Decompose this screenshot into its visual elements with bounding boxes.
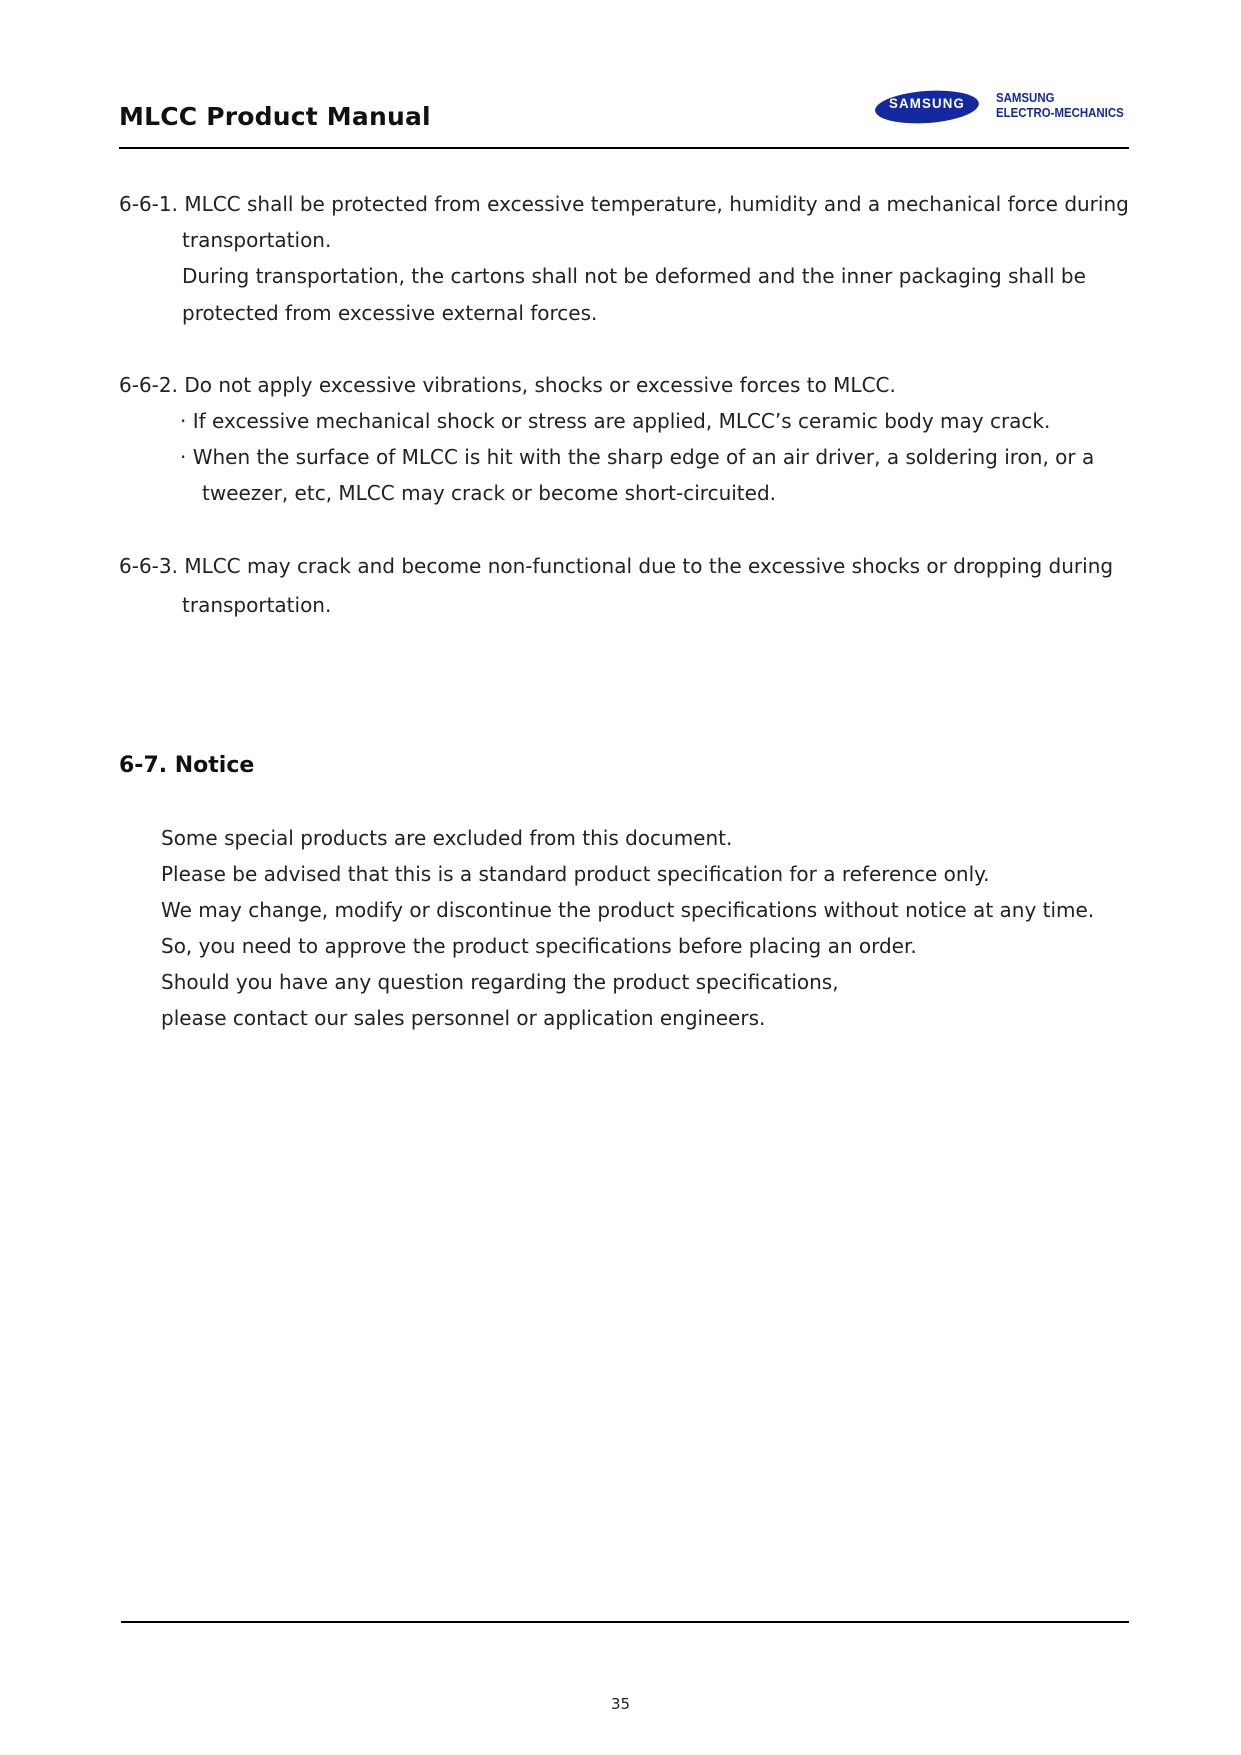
paragraph-line: transportation. xyxy=(182,228,332,252)
notice-heading: 6-7. Notice xyxy=(119,753,255,778)
bullet-item: · If excessive mechanical shock or stress are applied, MLCC’s ceramic body may crack. xyxy=(180,409,1051,433)
notice-line: Some special products are excluded from this document. xyxy=(161,826,733,850)
logo-company-name xyxy=(996,90,1124,120)
paragraph-line: During transportation, the cartons shall not be deformed and the inner packaging shall be xyxy=(182,264,1086,288)
paragraph-line: 6-6-2. Do not apply excessive vibrations, shocks or excessive forces to MLCC. xyxy=(119,373,896,397)
header-divider xyxy=(119,147,1129,149)
notice-line: We may change, modify or discontinue the product specifications without notice at any time. xyxy=(161,898,1095,922)
paragraph-line: 6-6-1. MLCC shall be protected from excessive temperature, humidity and a mechanical force during xyxy=(119,192,1129,216)
footer-divider xyxy=(121,1621,1129,1623)
samsung-wordmark: SAMSUNG xyxy=(889,95,965,111)
paragraph-line: protected from excessive external forces. xyxy=(182,301,598,325)
notice-line: So, you need to approve the product specifications before placing an order. xyxy=(161,934,917,958)
bullet-item: · When the surface of MLCC is hit with the sharp edge of an air driver, a soldering iron, or a xyxy=(180,445,1095,469)
logo-line-electro-mechanics: ELECTRO-MECHANICS xyxy=(996,105,1124,120)
document-title: MLCC Product Manual xyxy=(119,102,431,131)
notice-line: Please be advised that this is a standard product specification for a reference only. xyxy=(161,862,990,886)
samsung-electro-mechanics-logo xyxy=(874,86,1129,128)
paragraph-line: 6-6-3. MLCC may crack and become non-functional due to the excessive shocks or dropping during xyxy=(119,554,1114,578)
bullet-continuation: tweezer, etc, MLCC may crack or become short-circuited. xyxy=(202,481,777,505)
notice-line: Should you have any question regarding the product specifications, xyxy=(161,970,839,994)
page-number: 35 xyxy=(610,1695,631,1713)
logo-line-samsung: SAMSUNG xyxy=(996,90,1055,105)
paragraph-line: transportation. xyxy=(182,593,332,617)
notice-line: please contact our sales personnel or application engineers. xyxy=(161,1006,766,1030)
